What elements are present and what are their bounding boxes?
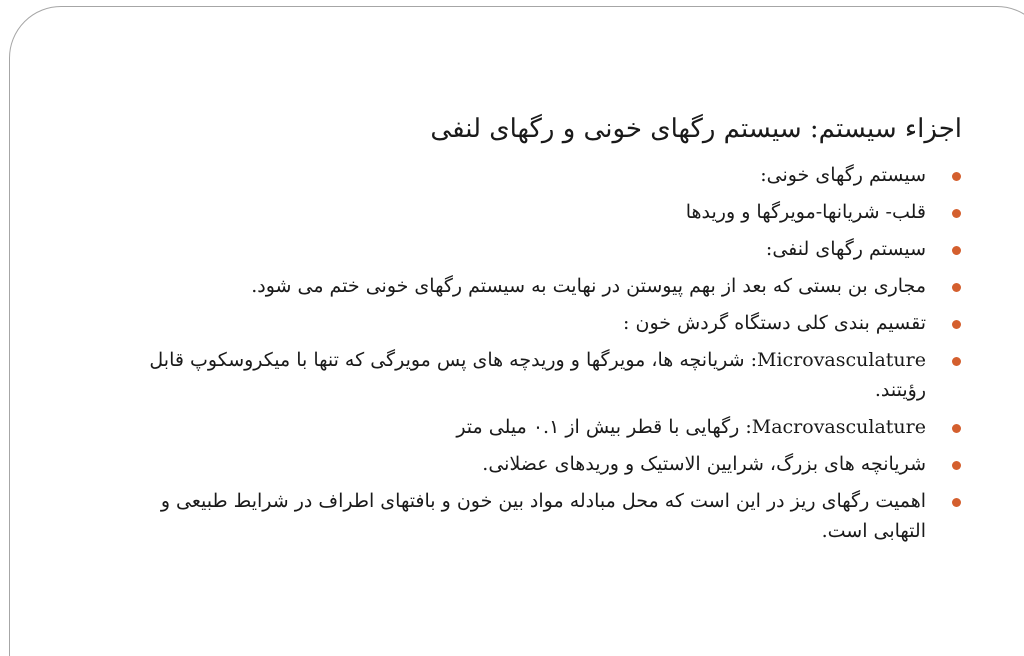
bullet-icon bbox=[952, 283, 961, 292]
bullet-icon bbox=[952, 172, 961, 181]
bullet-icon bbox=[952, 461, 961, 470]
bullet-list bbox=[120, 160, 962, 546]
bullet-icon bbox=[952, 209, 961, 218]
bullet-text: شریانچه های بزرگ، شرایین الاستیک و وریدهای عضلانی. bbox=[482, 453, 926, 475]
bullet-icon bbox=[952, 246, 961, 255]
slide-content bbox=[120, 106, 962, 553]
bullet-text: قلب- شریانها-مویرگها و وریدها bbox=[685, 201, 926, 223]
bullet-item bbox=[120, 234, 962, 264]
bullet-icon bbox=[952, 424, 961, 433]
bullet-item bbox=[120, 412, 962, 442]
bullet-item bbox=[120, 271, 962, 301]
bullet-item bbox=[120, 486, 962, 546]
bullet-item bbox=[120, 308, 962, 338]
bullet-text: Microvasculature: شریانچه ها، مویرگها و وریدچه های پس مویرگی که تنها با میکروسکوپ قابل رؤیتند. bbox=[149, 349, 926, 401]
bullet-icon bbox=[952, 498, 961, 507]
bullet-text: سیستم رگهای لنفی: bbox=[765, 238, 926, 260]
bullet-icon bbox=[952, 357, 961, 366]
bullet-item bbox=[120, 160, 962, 190]
bullet-icon bbox=[952, 320, 961, 329]
bullet-item bbox=[120, 345, 962, 405]
bullet-item bbox=[120, 449, 962, 479]
bullet-text: تقسیم بندی کلی دستگاه گردش خون : bbox=[623, 312, 926, 334]
bullet-text: سیستم رگهای خونی: bbox=[760, 164, 926, 186]
bullet-item bbox=[120, 197, 962, 227]
bullet-text: اهمیت رگهای ریز در این است که محل مبادله مواد بین خون و بافتهای اطراف در شرایط طبیعی و التهابی است. bbox=[160, 490, 926, 542]
slide-title: اجزاء سیستم: سیستم رگهای خونی و رگهای لنفی bbox=[430, 114, 962, 144]
bullet-text: Macrovasculature: رگهایی با قطر بیش از ۰.۱ میلی متر bbox=[456, 416, 926, 438]
bullet-text: مجاری بن بستی که بعد از بهم پیوستن در نهایت به سیستم رگهای خونی ختم می شود. bbox=[251, 275, 926, 297]
